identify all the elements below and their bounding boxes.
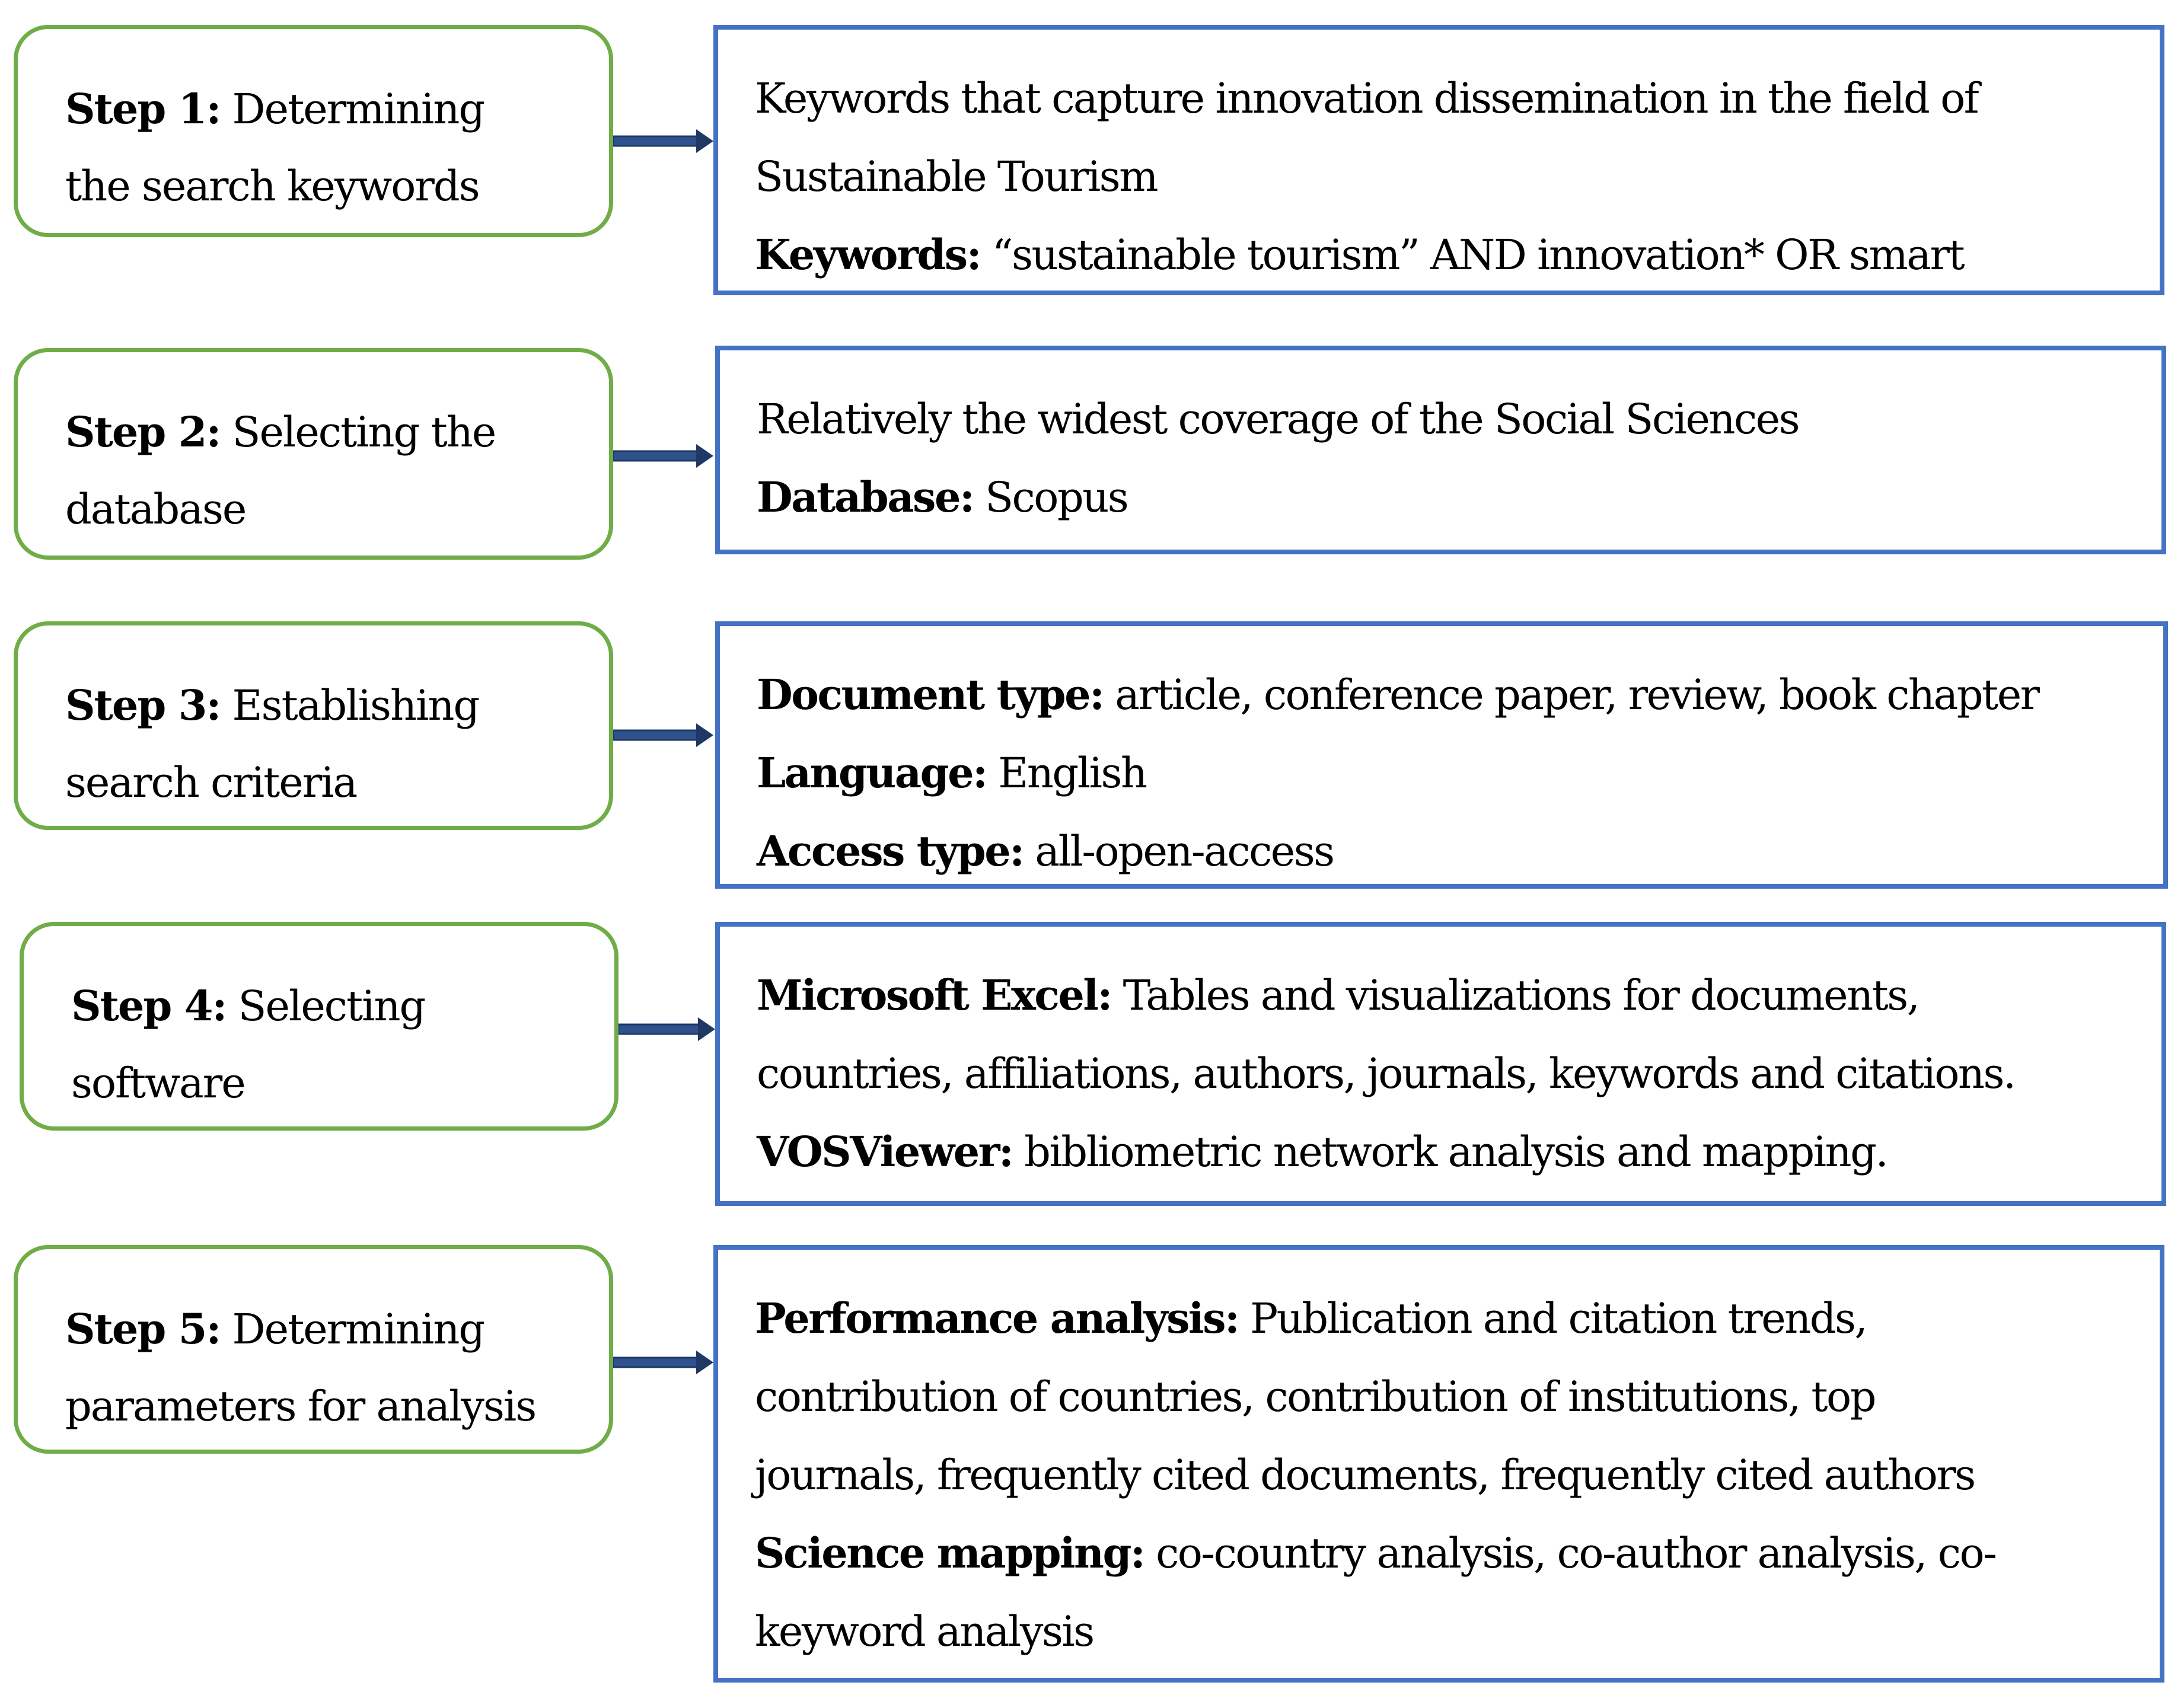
- detail-line: Keywords that capture innovation dissemination in the field of: [755, 74, 1978, 123]
- detail-line: VOSViewer: bibliometric network analysis and mapping.: [757, 1127, 1888, 1176]
- detail-line: Microsoft Excel: Tables and visualizations for documents,: [757, 971, 1919, 1020]
- step-2-title-line1: Selecting the: [220, 408, 496, 457]
- step-4-box: [20, 922, 618, 1131]
- step-3-title-line2: search criteria: [65, 758, 357, 807]
- detail-line: journals, frequently cited documents, frequently cited authors: [755, 1451, 1975, 1499]
- step-1-title-line2: the search keywords: [65, 162, 479, 210]
- step-1-title-line1: Determining: [220, 85, 484, 133]
- step-3-details-box: [715, 621, 2168, 889]
- arrow-icon: [613, 723, 713, 747]
- detail-line: Sustainable Tourism: [755, 152, 1158, 201]
- step-2-box: [14, 348, 613, 560]
- arrow-icon: [613, 444, 713, 468]
- step-4-details-box: [715, 922, 2166, 1206]
- step-4-title-line2: software: [71, 1059, 245, 1107]
- detail-line: Science mapping: co-country analysis, co-author analysis, co-: [755, 1528, 1996, 1578]
- step-4-title-line1: Selecting: [226, 982, 425, 1030]
- step-3-box: [14, 621, 613, 830]
- step-1-label: Step 1:: [65, 84, 221, 133]
- detail-line: countries, affiliations, authors, journals, keywords and citations.: [757, 1049, 2015, 1098]
- detail-line: Language: English: [757, 748, 1146, 797]
- detail-line: Relatively the widest coverage of the Social Sciences: [757, 395, 1799, 443]
- step-2-title-line2: database: [65, 485, 246, 534]
- step-5-title-line1: Determining: [220, 1305, 484, 1354]
- step-2-label: Step 2:: [65, 407, 221, 457]
- step-5-box: [14, 1245, 613, 1454]
- arrow-icon: [618, 1017, 715, 1041]
- step-4-label: Step 4:: [71, 981, 227, 1030]
- detail-line: Performance analysis: Publication and citation trends,: [755, 1294, 1867, 1343]
- step-5-label: Step 5:: [65, 1304, 221, 1354]
- detail-line: contribution of countries, contribution of institutions, top: [755, 1372, 1875, 1421]
- detail-line: Access type: all-open-access: [757, 826, 1334, 876]
- step-1-details-box: [713, 25, 2164, 295]
- step-5-details-box: [713, 1245, 2164, 1683]
- arrow-icon: [613, 129, 713, 153]
- step-5-title-line2: parameters for analysis: [65, 1382, 536, 1431]
- step-3-title-line1: Establishing: [220, 681, 479, 730]
- step-3-label: Step 3:: [65, 681, 221, 730]
- detail-line: keyword analysis: [755, 1607, 1093, 1656]
- detail-line: Keywords: “sustainable tourism” AND innovation* OR smart: [755, 230, 1964, 279]
- detail-line: Database: Scopus: [757, 473, 1128, 522]
- detail-line: Document type: article, conference paper, review, book chapter: [757, 670, 2039, 719]
- step-1-box: [14, 25, 613, 237]
- step-2-details-box: [715, 346, 2166, 554]
- arrow-icon: [613, 1351, 713, 1374]
